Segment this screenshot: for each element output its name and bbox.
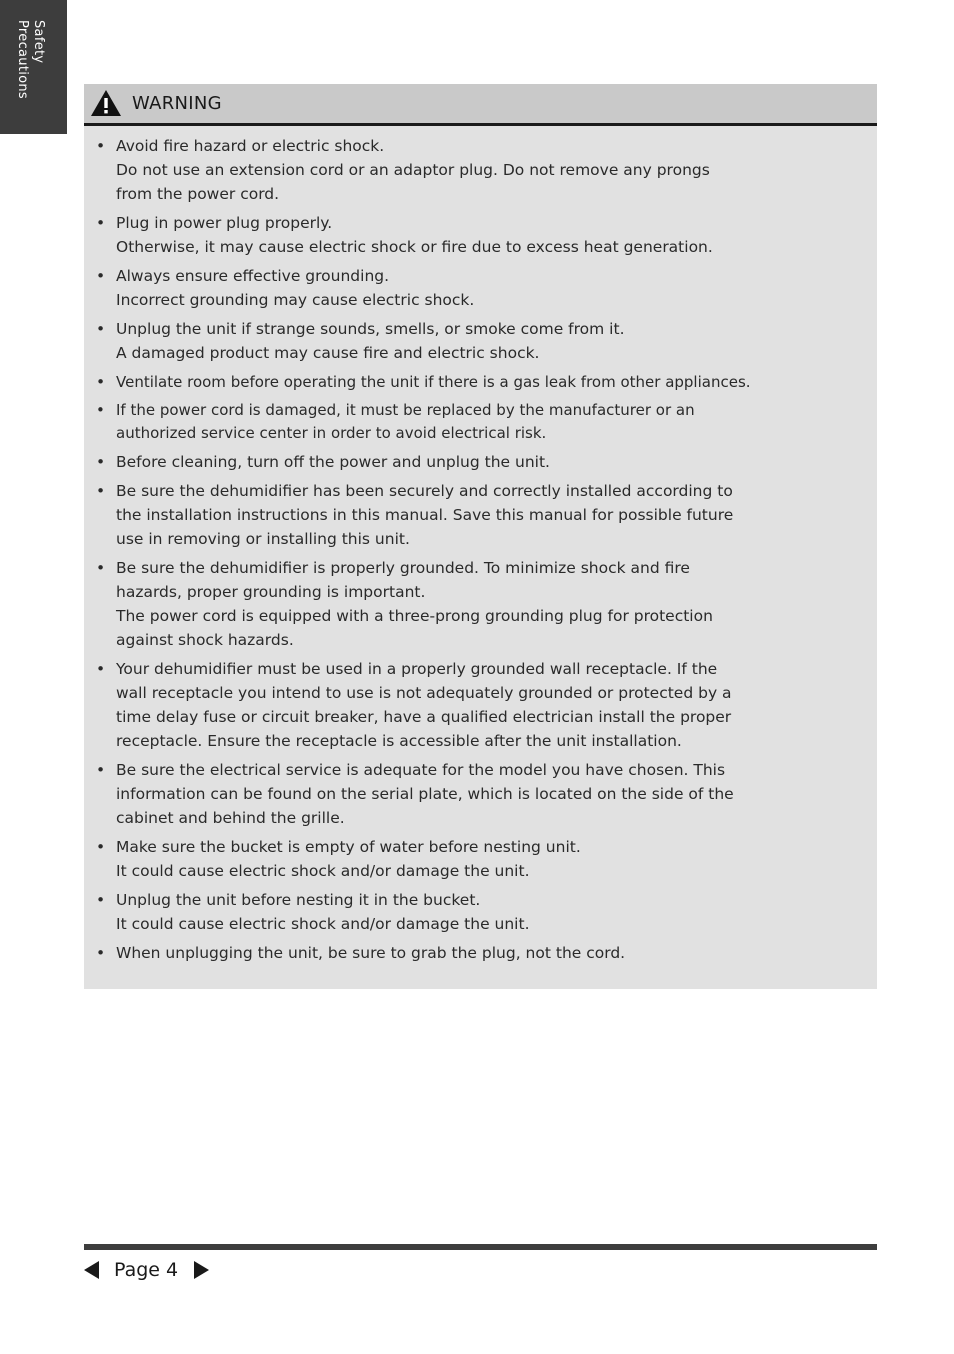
warning-list: [84, 134, 877, 970]
triangle-left-icon[interactable]: [84, 1261, 99, 1279]
page-number: Page 4: [114, 1259, 179, 1281]
warning-box: [84, 84, 877, 989]
list-item: • Be sure the dehumidifier is properly grounded. To minimize shock and fire hazards, proper grounding is important. The power cord is equipped with a three-prong grounding plug for protection against shock hazards.: [96, 559, 713, 649]
list-item: • Your dehumidifier must be used in a properly grounded wall receptacle. If the wall receptacle you intend to use is not adequately grounded or protected by a time delay fuse or circuit breaker, have a qualified electrician install the proper receptacle. Ensure the receptacle is accessible after the unit installation.: [96, 660, 732, 750]
list-item: • Ventilate room before operating the unit if there is a gas leak from other appliances.: [96, 373, 751, 391]
list-item: • Plug in power plug properly. Otherwise, it may cause electric shock or fire due to excess heat generation.: [96, 214, 713, 256]
list-item: • Make sure the bucket is empty of water before nesting unit. It could cause electric shock and/or damage the unit.: [96, 838, 581, 880]
list-item: • Be sure the electrical service is adequate for the model you have chosen. This information can be found on the serial plate, which is located on the side of the cabinet and behind the grille.: [96, 761, 734, 827]
page-footer: [84, 1258, 209, 1282]
section-side-tab: [0, 0, 67, 134]
list-item: • When unplugging the unit, be sure to grab the plug, not the cord.: [96, 944, 626, 962]
section-tab-label: Safety Precautions: [15, 20, 46, 99]
list-item: • Always ensure effective grounding. Incorrect grounding may cause electric shock.: [96, 267, 475, 309]
triangle-right-icon[interactable]: [194, 1261, 209, 1279]
warning-triangle-icon: [90, 89, 122, 117]
warning-title: WARNING: [132, 93, 222, 114]
list-item: • Avoid fire hazard or electric shock. Do not use an extension cord or an adaptor plug. Do not remove any prongs from the power cord.: [96, 137, 710, 203]
warning-header: [84, 84, 877, 126]
list-item: • If the power cord is damaged, it must be replaced by the manufacturer or an authorized service center in order to avoid electrical risk.: [96, 401, 695, 442]
list-item: • Be sure the dehumidifier has been securely and correctly installed according to the installation instructions in this manual. Save this manual for possible future use in removing or installing this unit.: [96, 482, 734, 548]
list-item: • Unplug the unit before nesting it in the bucket. It could cause electric shock and/or damage the unit.: [96, 891, 530, 933]
list-item: • Before cleaning, turn off the power and unplug the unit.: [96, 453, 550, 471]
footer-divider: [84, 1244, 877, 1250]
list-item: • Unplug the unit if strange sounds, smells, or smoke come from it. A damaged product may cause fire and electric shock.: [96, 320, 625, 362]
